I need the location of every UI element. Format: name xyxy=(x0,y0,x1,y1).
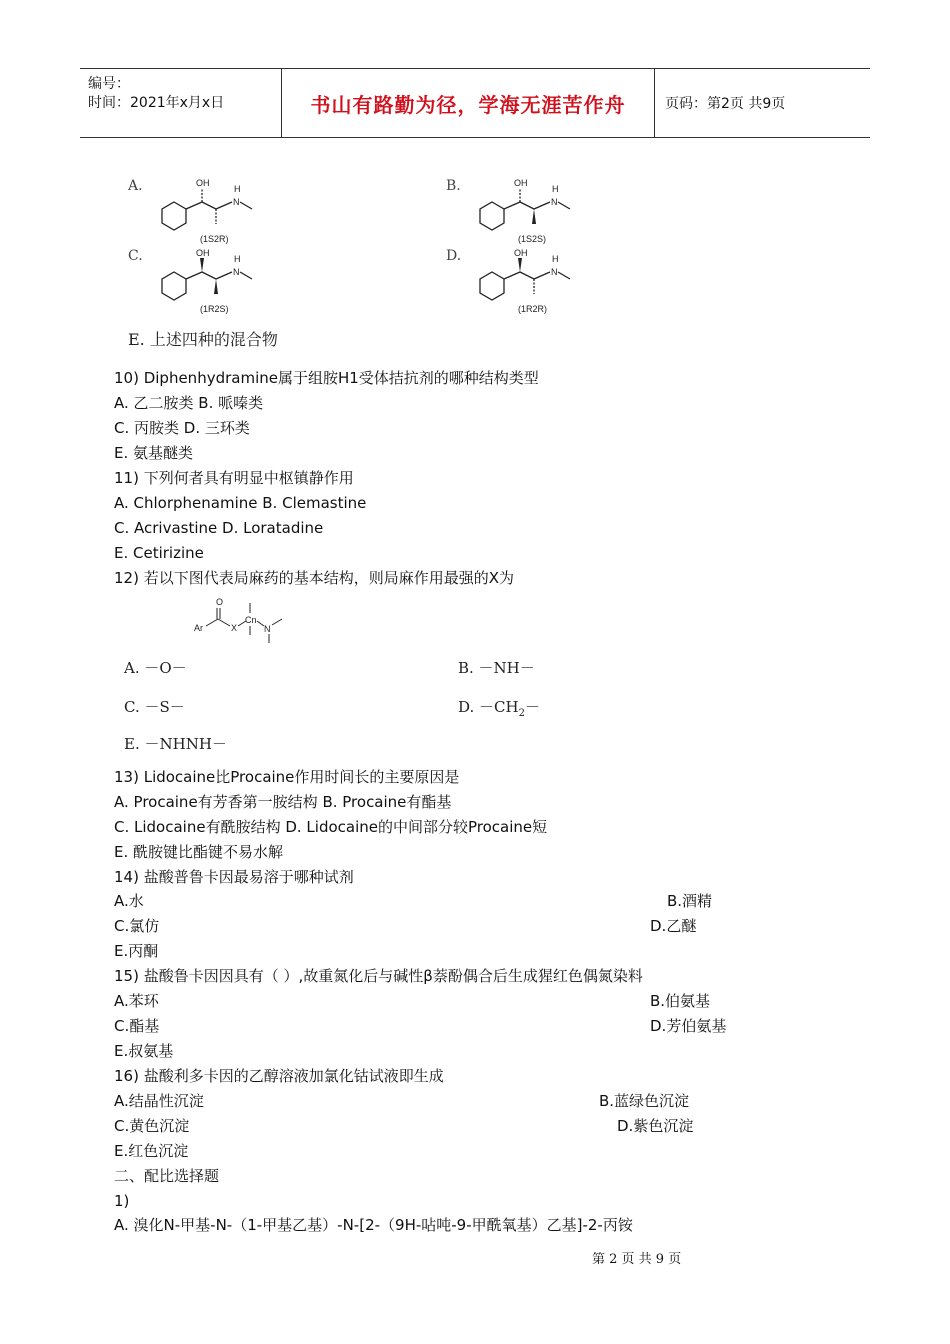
q12-option-d-subscript: 2 xyxy=(518,708,525,719)
q15-option-b: B.伯氨基 xyxy=(650,992,711,1010)
atom-h: H xyxy=(234,184,241,194)
atom-x: X xyxy=(231,623,238,633)
header-motto-cell xyxy=(282,69,655,137)
molecule-c xyxy=(156,242,306,317)
option-d-label: D. xyxy=(446,248,462,264)
q11-options-2: C. Acrivastine D. Loratadine xyxy=(114,519,324,537)
q16-option-e: E.红色沉淀 xyxy=(114,1142,189,1160)
stereo-label-b: (1S2S) xyxy=(518,234,547,244)
q15-option-c: C.酯基 xyxy=(114,1017,160,1035)
q12-option-b: B. －NH－ xyxy=(458,659,535,677)
option-b-label: B. xyxy=(446,178,461,194)
q12-option-d xyxy=(458,696,540,719)
q15-option-e: E.叔氨基 xyxy=(114,1042,174,1060)
molecule-b xyxy=(474,172,624,247)
header-page-cell xyxy=(655,69,870,137)
atom-h: H xyxy=(552,254,559,264)
q16-option-b: B.蓝绿色沉淀 xyxy=(599,1092,690,1110)
q14-question: 14) 盐酸普鲁卡因最易溶于哪种试剂 xyxy=(114,868,354,886)
local-anesthetic-structure xyxy=(190,595,300,645)
header-left-cell xyxy=(80,69,282,137)
q10-options-3: E. 氨基醚类 xyxy=(114,444,194,462)
q11-options-3: E. Cetirizine xyxy=(114,544,204,562)
atom-n: N xyxy=(233,197,240,207)
q13-options-1: A. Procaine有芳香第一胺结构 B. Procaine有酯基 xyxy=(114,793,452,811)
option-c-label: C. xyxy=(128,248,143,264)
q12-option-a: A. －O－ xyxy=(124,659,187,677)
atom-h: H xyxy=(552,184,559,194)
q14-option-a: A.水 xyxy=(114,892,144,910)
q13-options-2: C. Lidocaine有酰胺结构 D. Lidocaine的中间部分较Procaine短 xyxy=(114,818,548,836)
q14-option-d: D.乙醚 xyxy=(650,917,697,935)
atom-oh: OH xyxy=(514,248,528,258)
q12-option-c: C. －S－ xyxy=(124,698,185,716)
q10-options-2: C. 丙胺类 D. 三环类 xyxy=(114,419,250,437)
molecule-a xyxy=(156,172,306,247)
q12-option-d-main: D. －CH xyxy=(458,698,519,716)
q13-question: 13) Lidocaine比Procaine作用时间长的主要原因是 xyxy=(114,768,460,786)
q16-option-c: C.黄色沉淀 xyxy=(114,1117,190,1135)
q12-question: 12) 若以下图代表局麻药的基本结构，则局麻作用最强的X为 xyxy=(114,569,514,587)
q15-question: 15) 盐酸鲁卡因因具有（ ）,故重氮化后与碱性β萘酚偶合后生成猩红色偶氮染料 xyxy=(114,967,643,985)
q16-option-d: D.紫色沉淀 xyxy=(617,1117,694,1135)
q15-option-d: D.芳伯氨基 xyxy=(650,1017,727,1035)
atom-n: N xyxy=(233,267,240,277)
q11-question: 11) 下列何者具有明显中枢镇静作用 xyxy=(114,469,354,487)
q14-option-b: B.酒精 xyxy=(667,892,713,910)
atom-cn: Cn xyxy=(245,615,257,625)
code-label: 编号： xyxy=(88,76,130,92)
q14-option-e: E.丙酮 xyxy=(114,942,159,960)
stereo-label-d: (1R2R) xyxy=(518,304,548,314)
q12-option-e: E. －NHNH－ xyxy=(124,735,227,753)
q13-options-3: E. 酰胺键比酯键不易水解 xyxy=(114,843,284,861)
q16-option-a: A.结晶性沉淀 xyxy=(114,1092,204,1110)
atom-h: H xyxy=(234,254,241,264)
page-label: 页码：第2页 共9页 xyxy=(665,96,786,112)
q11-options-1: A. Chlorphenamine B. Clemastine xyxy=(114,494,367,512)
option-e-mixture: E. 上述四种的混合物 xyxy=(128,330,278,349)
matching-item-1-option-a: A. 溴化N-甲基-N-（1-甲基乙基）-N-[2-（9H-呫吨-9-甲酰氧基）乙基]-2-丙铵 xyxy=(114,1216,633,1234)
q10-options-1: A. 乙二胺类 B. 哌嗪类 xyxy=(114,394,264,412)
atom-oh: OH xyxy=(196,248,210,258)
q15-option-a: A.苯环 xyxy=(114,992,159,1010)
atom-n: N xyxy=(551,197,558,207)
q16-question: 16) 盐酸利多卡因的乙醇溶液加氯化钴试液即生成 xyxy=(114,1067,444,1085)
atom-ar: Ar xyxy=(194,623,203,633)
stereo-label-c: (1R2S) xyxy=(200,304,229,314)
atom-n: N xyxy=(264,624,271,634)
atom-oh: OH xyxy=(196,178,210,188)
option-a-label: A. xyxy=(128,178,143,194)
page-header xyxy=(80,68,870,138)
atom-o: O xyxy=(216,597,224,607)
atom-n: N xyxy=(551,267,558,277)
motto: 书山有路勤为径，学海无涯苦作舟 xyxy=(310,92,626,117)
atom-oh: OH xyxy=(514,178,528,188)
time-label: 时间：2021年x月x日 xyxy=(88,95,225,111)
section-title: 二、配比选择题 xyxy=(114,1167,220,1185)
q12-option-d-tail: － xyxy=(524,698,540,716)
stereo-label-a: (1S2R) xyxy=(200,234,229,244)
page-footer: 第 2 页 共 9 页 xyxy=(592,1252,682,1267)
q10-question: 10) Diphenhydramine属于组胺H1受体拮抗剂的哪种结构类型 xyxy=(114,369,539,387)
matching-item-1: 1) xyxy=(114,1192,130,1210)
molecule-d xyxy=(474,242,624,317)
q14-option-c: C.氯仿 xyxy=(114,917,160,935)
